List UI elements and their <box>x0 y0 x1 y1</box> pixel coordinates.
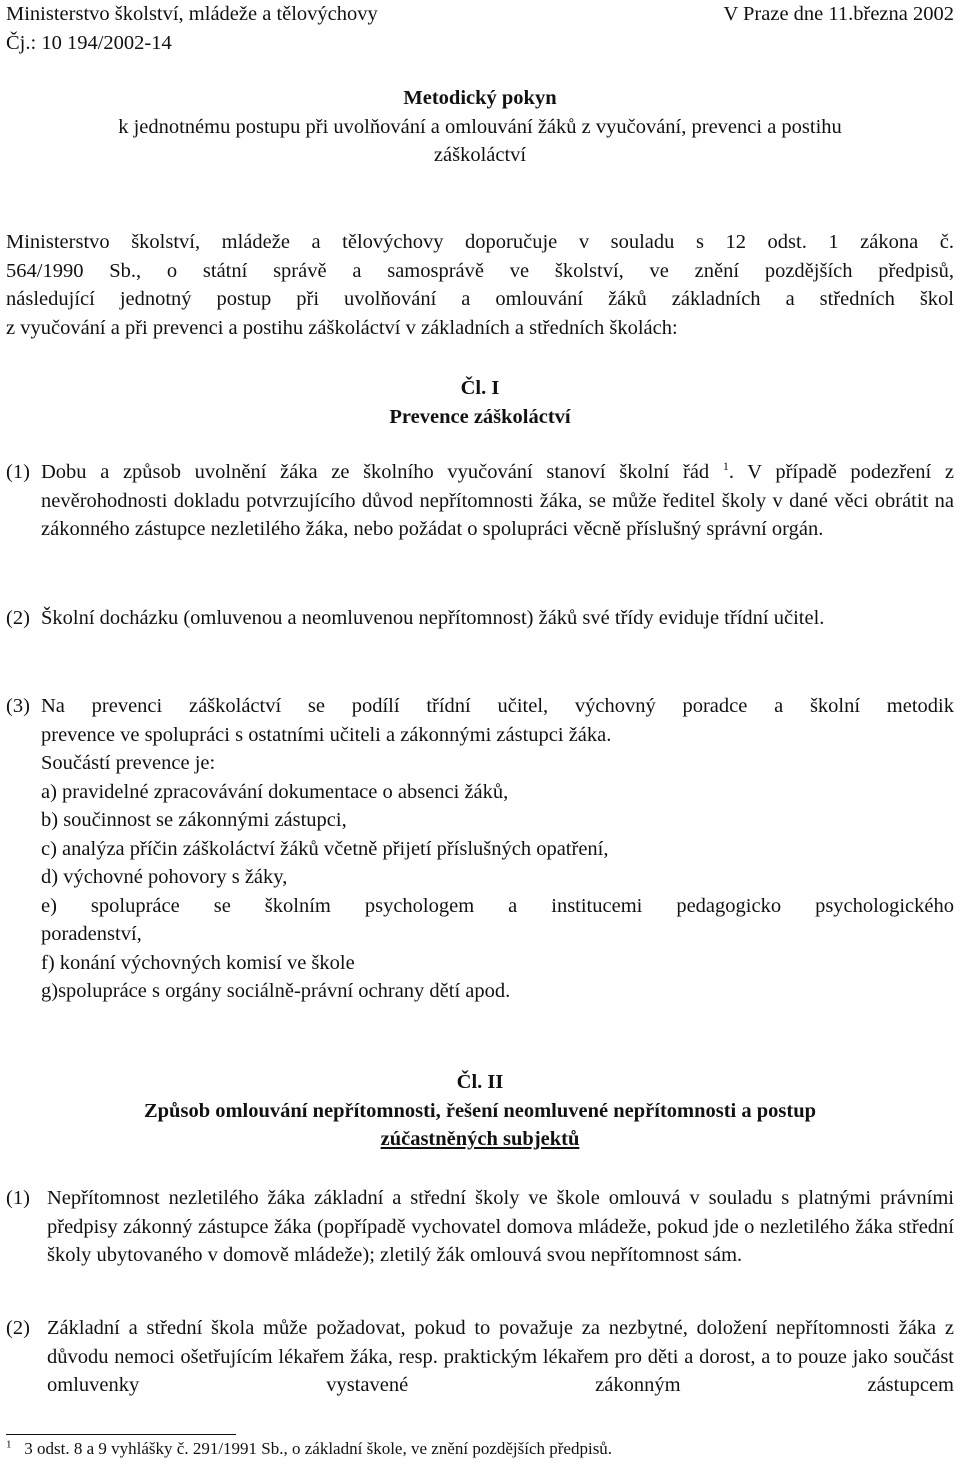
paragraph-line: prevence ve spolupráci s ostatními učiteli a zákonnými zástupci žáka. <box>41 723 612 746</box>
article-2-paragraph-1 <box>6 1184 954 1270</box>
paragraph-rest: . V případě podezření z nevěrohodnosti dokladu potvrzujícího důvod nepřítomnosti žáka, se může ředitel školy v dané věci obrátit na zákonného zástupce nezletilého žáka, nebo požádat o spolupráci věcně příslušný správní orgán. <box>41 461 954 540</box>
article-1-paragraph-1 <box>6 458 954 544</box>
list-item: a) pravidelné zpracovávání dokumentace o absenci žáků, <box>41 780 509 803</box>
footnote-reference: 1 <box>722 459 729 474</box>
paragraph-lead: Dobu a způsob uvolnění žáka ze školního vyučování stanoví školní řád <box>41 461 710 483</box>
footnote-mark: 1 <box>6 1438 12 1451</box>
reference-number: Čj.: 10 194/2002-14 <box>6 31 172 54</box>
title-line-2: záškoláctví <box>433 144 527 166</box>
intro-line: 564/1990 Sb., o státní správě a samosprávě ve školství, ve znění pozdějších předpisů, <box>6 259 954 282</box>
article-2-number: Čl. II <box>456 1071 504 1093</box>
paragraph-number: (2) <box>6 607 30 629</box>
intro-line: následující jednotný postup při uvolňování a omlouvání žáků základních a středních škol <box>6 288 954 310</box>
document-header <box>6 0 954 57</box>
paragraph-line: Na prevenci záškoláctví se podílí třídní učitel, výchovný poradce a školní metodik <box>41 695 954 717</box>
paragraph-body <box>41 458 954 544</box>
list-item: d) výchovné pohovory s žáky, <box>41 866 288 888</box>
paragraph-body: Základní a střední škola může požadovat, pokud to považuje za nezbytné, doložení nepřítomnosti žáka z důvodu nemoci ošetřujícím lékařem žáka, resp. praktickým lékařem pro děti a dorost, a to pouze jako součást omluvenky vystavené zákonným zástupcem <box>47 1317 954 1396</box>
title-line-1: k jednotnému postupu při uvolňování a omlouvání žáků z vyučování, prevenci a postihu <box>118 115 842 138</box>
paragraph-body: Nepřítomnost nezletilého žáka základní a střední školy ve škole omlouvá v souladu s platnými právními předpisy zákonný zástupce žáka (popřípadě vychovatel domova mládeže, pokud jde o nezletilého žáka střední školy ubytovaného v domově mládeže); zletilý žák omlouvá svou nepřítomnost sám. <box>47 1187 954 1266</box>
paragraph-number: (1) <box>6 1187 30 1209</box>
article-1-paragraph-2 <box>6 604 954 633</box>
intro-paragraph <box>6 228 954 342</box>
paragraph-number: (3) <box>6 695 30 717</box>
footnote-text: 3 odst. 8 a 9 vyhlášky č. 291/1991 Sb., o základní škole, ve znění pozdějších předpisů. <box>24 1439 613 1458</box>
prevention-label: Součástí prevence je: <box>41 752 216 774</box>
article-1-title: Prevence záškoláctví <box>389 405 571 428</box>
list-item: g)spolupráce s orgány sociálně-právní ochrany dětí apod. <box>41 980 511 1002</box>
article-2-title-line-1: Způsob omlouvání nepřítomnosti, řešení neomluvené nepřítomnosti a postup <box>143 1099 817 1122</box>
footnote-separator <box>6 1434 236 1435</box>
ministry-name: Ministerstvo školství, mládeže a tělovýchovy <box>6 3 378 25</box>
paragraph-body: Školní docházku (omluvenou a neomluvenou nepřítomnost) žáků své třídy eviduje třídní učitel. <box>41 607 825 629</box>
article-1-number: Čl. I <box>460 377 500 399</box>
list-item: b) součinnost se zákonnými zástupci, <box>41 809 347 831</box>
article-2-heading <box>0 1068 960 1154</box>
article-1-paragraph-3 <box>6 692 954 1006</box>
intro-line: Ministerstvo školství, mládeže a tělovýchovy doporučuje v souladu s 12 odst. 1 zákona č. <box>6 231 954 253</box>
paragraph-number: (1) <box>6 461 30 483</box>
list-item: f) konání výchovných komisí ve škole <box>41 951 355 974</box>
article-2-paragraph-2 <box>6 1314 954 1400</box>
list-item: c) analýza příčin záškoláctví žáků včetně přijetí příslušných opatření, <box>41 837 609 860</box>
intro-line: z vyučování a při prevenci a postihu záškoláctví v základních a středních školách: <box>6 316 678 339</box>
paragraph-body <box>41 692 954 1006</box>
document-date: V Praze dne 11.března 2002 <box>723 3 954 25</box>
document-title <box>0 84 960 170</box>
list-item-continuation: poradenství, <box>41 923 142 945</box>
article-2-title-line-2: zúčastněných subjektů <box>380 1128 580 1150</box>
title-heading: Metodický pokyn <box>403 87 557 109</box>
article-1-heading <box>0 374 960 431</box>
list-item: e) spolupráce se školním psychologem a institucemi pedagogicko psychologického <box>41 894 954 917</box>
paragraph-number: (2) <box>6 1317 30 1339</box>
footnote <box>6 1438 612 1460</box>
